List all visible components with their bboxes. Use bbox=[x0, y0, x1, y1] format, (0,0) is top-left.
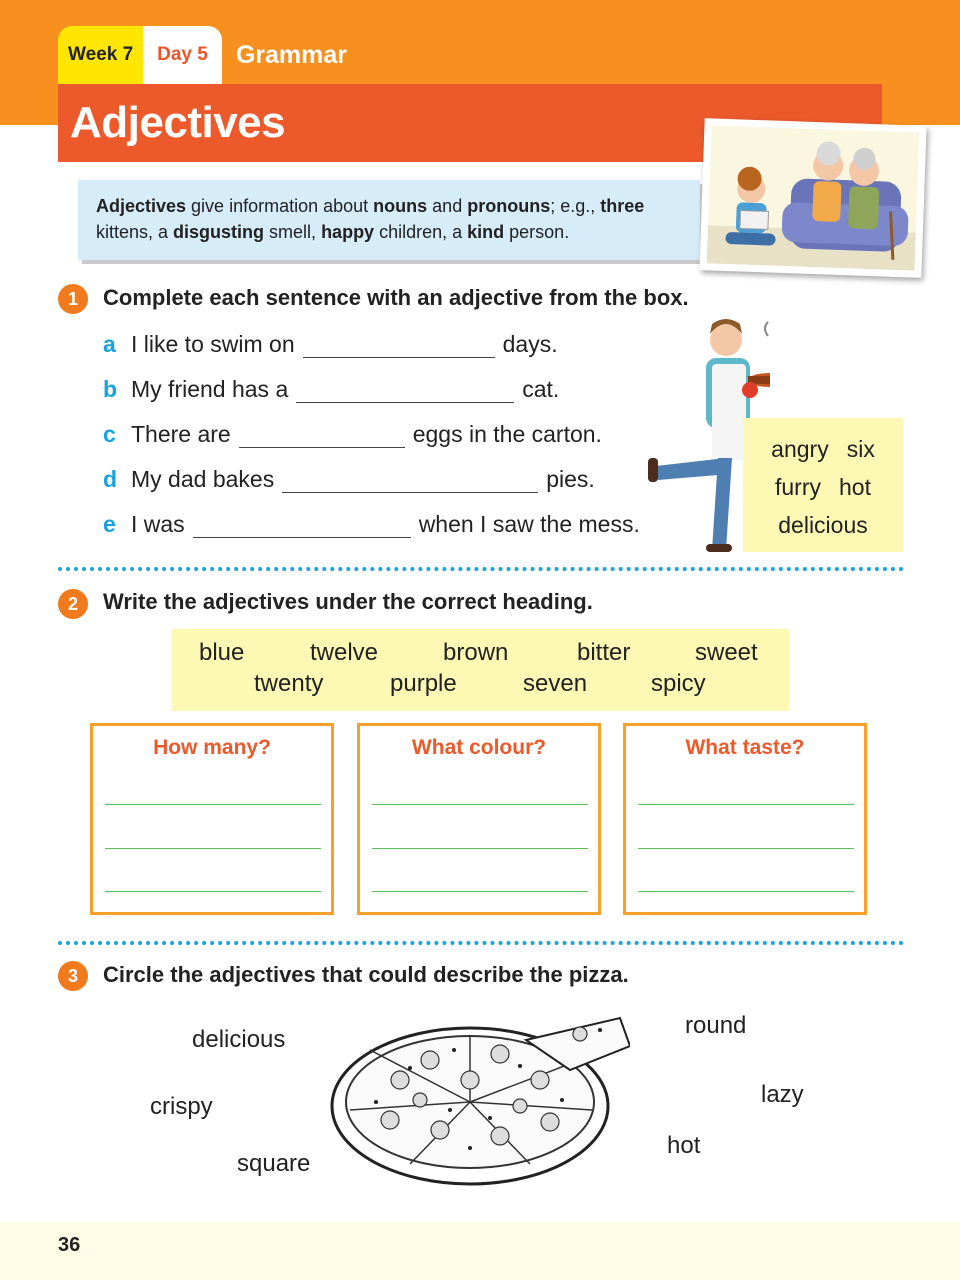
answer-blank[interactable] bbox=[282, 471, 538, 493]
sentence-text: I like to swim on bbox=[131, 331, 295, 357]
sentence-c bbox=[103, 418, 602, 448]
day-tab: Day 5 bbox=[143, 26, 222, 84]
pizza-word-hot[interactable]: hot bbox=[667, 1132, 701, 1159]
definition-keyword: pronouns bbox=[467, 196, 551, 216]
category-heading: What taste? bbox=[685, 736, 805, 759]
family-reading-image bbox=[707, 125, 920, 270]
sentence-b bbox=[103, 373, 559, 403]
q1-word-box bbox=[743, 418, 903, 552]
pizza-word-delicious[interactable]: delicious bbox=[192, 1026, 286, 1053]
word-purple: purple bbox=[390, 670, 457, 697]
word-bitter: bitter bbox=[577, 639, 631, 666]
category-heading: What colour? bbox=[411, 736, 547, 759]
word-blue: blue bbox=[199, 639, 245, 666]
sentence-a bbox=[103, 328, 558, 358]
sentence-text: My dad bakes bbox=[131, 466, 275, 492]
section-divider bbox=[58, 567, 904, 571]
page-title: Adjectives bbox=[70, 98, 286, 147]
category-box-how-many bbox=[90, 723, 334, 915]
sentence-text: cat. bbox=[522, 376, 560, 402]
week-tab: Week 7 bbox=[58, 26, 143, 84]
write-line[interactable] bbox=[638, 804, 854, 805]
definition-text: person. bbox=[504, 222, 570, 242]
page-number: 36 bbox=[58, 1234, 81, 1256]
q2-word-box bbox=[172, 629, 789, 711]
definition-text: and bbox=[427, 196, 468, 216]
category-heading: How many? bbox=[153, 736, 271, 759]
sentence-e bbox=[103, 508, 640, 538]
write-line[interactable] bbox=[372, 848, 588, 849]
pizza-word-lazy[interactable]: lazy bbox=[761, 1081, 804, 1108]
question-2-instruction: Write the adjectives under the correct heading. bbox=[103, 589, 593, 614]
definition-text: kittens, a bbox=[96, 222, 174, 242]
answer-blank[interactable] bbox=[239, 426, 405, 448]
sentence-letter: b bbox=[103, 376, 118, 402]
word-furry: furry bbox=[775, 474, 821, 500]
page-footer bbox=[0, 1222, 960, 1280]
definition-text: give information about bbox=[186, 196, 374, 216]
sentence-text: There are bbox=[131, 421, 231, 447]
sentence-text: I was bbox=[131, 511, 185, 537]
word-delicious: delicious bbox=[778, 512, 868, 538]
sentence-text: when I saw the mess. bbox=[418, 511, 640, 537]
definition-text: smell, bbox=[264, 222, 322, 242]
sentence-letter: e bbox=[103, 511, 116, 537]
write-line[interactable] bbox=[105, 891, 321, 892]
sentence-d bbox=[103, 463, 595, 493]
definition-text: children, a bbox=[374, 222, 468, 242]
family-reading-illustration bbox=[699, 118, 926, 278]
definition-keyword: happy bbox=[321, 222, 375, 242]
word-hot: hot bbox=[839, 474, 871, 500]
answer-blank[interactable] bbox=[303, 336, 495, 358]
question-1-number: 1 bbox=[58, 284, 88, 314]
question-3-instruction: Circle the adjectives that could describe the pizza. bbox=[103, 962, 629, 987]
word-box-row bbox=[743, 468, 903, 506]
sentence-text: days. bbox=[502, 331, 558, 357]
answer-blank[interactable] bbox=[193, 516, 411, 538]
header-tabs bbox=[58, 26, 347, 84]
category-box-what-colour bbox=[357, 723, 601, 915]
word-six: six bbox=[846, 436, 875, 462]
definition-keyword: nouns bbox=[373, 196, 428, 216]
word-twelve: twelve bbox=[310, 639, 379, 666]
sentence-letter: a bbox=[103, 331, 116, 357]
pizza-word-crispy[interactable]: crispy bbox=[150, 1093, 213, 1120]
word-box-row bbox=[743, 506, 903, 544]
definition-text: ; e.g., bbox=[550, 196, 601, 216]
definition-keyword: three bbox=[600, 196, 645, 216]
sentence-text: pies. bbox=[546, 466, 595, 492]
definition-box bbox=[78, 180, 700, 260]
pizza-word-round[interactable]: round bbox=[685, 1012, 747, 1039]
pizza-illustration bbox=[330, 1010, 630, 1190]
question-3-number: 3 bbox=[58, 961, 88, 991]
write-line[interactable] bbox=[372, 804, 588, 805]
sentence-text: My friend has a bbox=[131, 376, 289, 402]
question-1-instruction: Complete each sentence with an adjective from the box. bbox=[103, 285, 689, 310]
definition-keyword: kind bbox=[467, 222, 505, 242]
section-divider bbox=[58, 941, 904, 945]
sentence-letter: d bbox=[103, 466, 118, 492]
write-line[interactable] bbox=[638, 848, 854, 849]
word-brown: brown bbox=[443, 639, 509, 666]
sentence-text: eggs in the carton. bbox=[412, 421, 602, 447]
write-line[interactable] bbox=[638, 891, 854, 892]
write-line[interactable] bbox=[105, 848, 321, 849]
word-angry: angry bbox=[771, 436, 829, 462]
word-sweet: sweet bbox=[695, 639, 758, 666]
answer-blank[interactable] bbox=[296, 381, 514, 403]
write-line[interactable] bbox=[372, 891, 588, 892]
word-spicy: spicy bbox=[651, 670, 706, 697]
subject-label: Grammar bbox=[235, 40, 348, 69]
word-box-row bbox=[743, 430, 903, 468]
write-line[interactable] bbox=[105, 804, 321, 805]
category-box-what-taste bbox=[623, 723, 867, 915]
definition-keyword: disgusting bbox=[173, 222, 265, 242]
question-2-number: 2 bbox=[58, 589, 88, 619]
word-twenty: twenty bbox=[254, 670, 324, 697]
pizza-word-square[interactable]: square bbox=[237, 1150, 311, 1177]
word-seven: seven bbox=[523, 670, 588, 697]
definition-keyword: Adjectives bbox=[96, 196, 187, 216]
sentence-letter: c bbox=[103, 421, 116, 447]
